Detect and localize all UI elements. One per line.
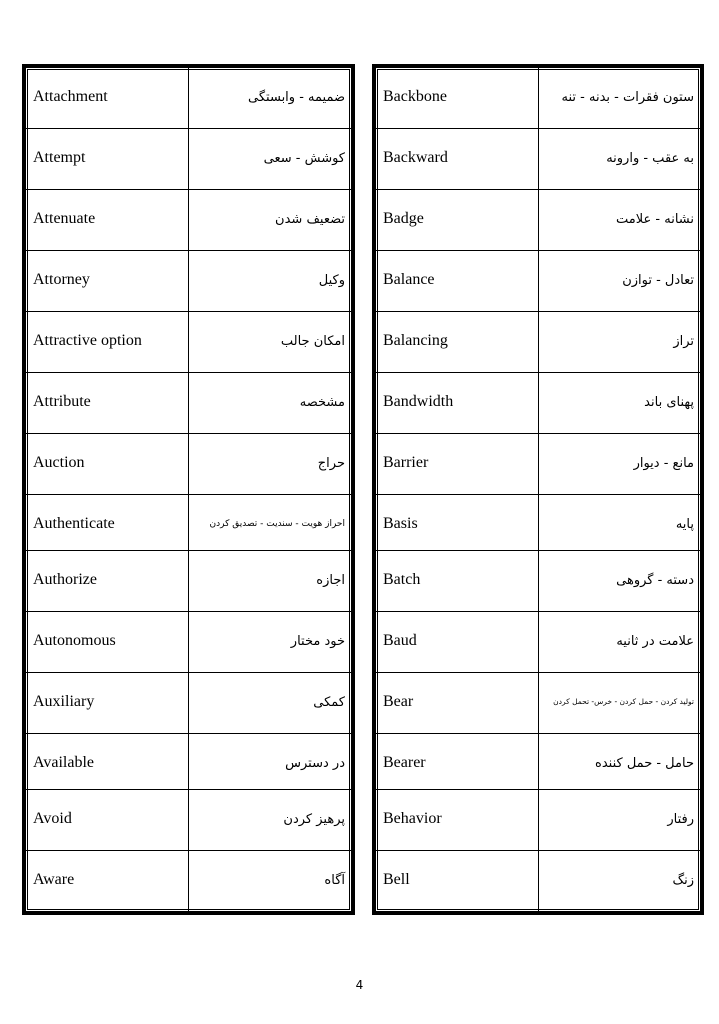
vocab-row xyxy=(376,373,701,434)
vocab-row xyxy=(376,129,701,190)
english-term: Attachment xyxy=(26,68,189,129)
vocab-row xyxy=(376,851,701,912)
english-term: Auction xyxy=(26,434,189,495)
vocab-row xyxy=(376,190,701,251)
persian-translation: حامل - حمل کننده xyxy=(538,734,701,790)
english-term: Baud xyxy=(376,612,539,673)
vocab-row xyxy=(376,251,701,312)
persian-translation: وکیل xyxy=(189,251,352,312)
english-term: Barrier xyxy=(376,434,539,495)
english-term: Available xyxy=(26,734,189,790)
vocab-row xyxy=(26,612,352,673)
vocab-row xyxy=(26,434,352,495)
persian-translation: علامت در ثانیه xyxy=(538,612,701,673)
persian-translation: حراج xyxy=(189,434,352,495)
english-term: Attenuate xyxy=(26,190,189,251)
vocab-row xyxy=(26,129,352,190)
persian-translation: مشخصه xyxy=(189,373,352,434)
persian-translation: در دسترس xyxy=(189,734,352,790)
vocab-row xyxy=(376,312,701,373)
english-term: Aware xyxy=(26,851,189,912)
persian-translation: ضمیمه - وابستگی xyxy=(189,68,352,129)
vocab-row xyxy=(376,673,701,734)
persian-translation: پرهیز کردن xyxy=(189,790,352,851)
persian-translation: مانع - دیوار xyxy=(538,434,701,495)
vocab-row xyxy=(26,734,352,790)
vocab-row xyxy=(26,851,352,912)
vocab-row xyxy=(376,495,701,551)
english-term: Authorize xyxy=(26,551,189,612)
vocab-row xyxy=(26,495,352,551)
persian-translation: نشانه - علامت xyxy=(538,190,701,251)
persian-translation: به عقب - وارونه xyxy=(538,129,701,190)
vocab-row xyxy=(26,251,352,312)
vocabulary-table-left xyxy=(22,64,355,915)
english-term: Attractive option xyxy=(26,312,189,373)
vocab-row xyxy=(26,790,352,851)
persian-translation: تعادل - توازن xyxy=(538,251,701,312)
vocab-row xyxy=(26,551,352,612)
english-term: Attempt xyxy=(26,129,189,190)
english-term: Bell xyxy=(376,851,539,912)
english-term: Attorney xyxy=(26,251,189,312)
persian-translation: پایه xyxy=(538,495,701,551)
english-term: Attribute xyxy=(26,373,189,434)
vocab-row xyxy=(376,734,701,790)
english-term: Balance xyxy=(376,251,539,312)
persian-translation: کمکی xyxy=(189,673,352,734)
persian-translation: تراز xyxy=(538,312,701,373)
english-term: Badge xyxy=(376,190,539,251)
persian-translation: ستون فقرات - بدنه - تنه xyxy=(538,68,701,129)
persian-translation: آگاه xyxy=(189,851,352,912)
english-term: Autonomous xyxy=(26,612,189,673)
persian-translation: زنگ xyxy=(538,851,701,912)
english-term: Batch xyxy=(376,551,539,612)
persian-translation: دسته - گروهی xyxy=(538,551,701,612)
english-term: Balancing xyxy=(376,312,539,373)
english-term: Backward xyxy=(376,129,539,190)
english-term: Auxiliary xyxy=(26,673,189,734)
english-term: Behavior xyxy=(376,790,539,851)
persian-translation: تولید کردن - حمل کردن - خرس- تحمل کردن xyxy=(538,673,701,734)
vocab-row xyxy=(376,790,701,851)
english-term: Avoid xyxy=(26,790,189,851)
vocab-row xyxy=(26,673,352,734)
english-term: Basis xyxy=(376,495,539,551)
persian-translation: خود مختار xyxy=(189,612,352,673)
english-term: Backbone xyxy=(376,68,539,129)
vocab-row xyxy=(26,373,352,434)
persian-translation: پهنای باند xyxy=(538,373,701,434)
persian-translation: تضعیف شدن xyxy=(189,190,352,251)
persian-translation: اجازه xyxy=(189,551,352,612)
vocab-row xyxy=(376,551,701,612)
vocab-row xyxy=(26,190,352,251)
vocab-row xyxy=(376,434,701,495)
vocab-row xyxy=(376,612,701,673)
persian-translation: رفتار xyxy=(538,790,701,851)
english-term: Bear xyxy=(376,673,539,734)
persian-translation: کوشش - سعی xyxy=(189,129,352,190)
english-term: Authenticate xyxy=(26,495,189,551)
vocabulary-table-right xyxy=(372,64,704,915)
vocab-row xyxy=(26,68,352,129)
persian-translation: امکان جالب xyxy=(189,312,352,373)
page-number: 4 xyxy=(355,978,364,992)
vocab-row xyxy=(26,312,352,373)
english-term: Bearer xyxy=(376,734,539,790)
vocab-row xyxy=(376,68,701,129)
english-term: Bandwidth xyxy=(376,373,539,434)
persian-translation: احراز هویت - سندیت - تصدیق کردن xyxy=(189,495,352,551)
